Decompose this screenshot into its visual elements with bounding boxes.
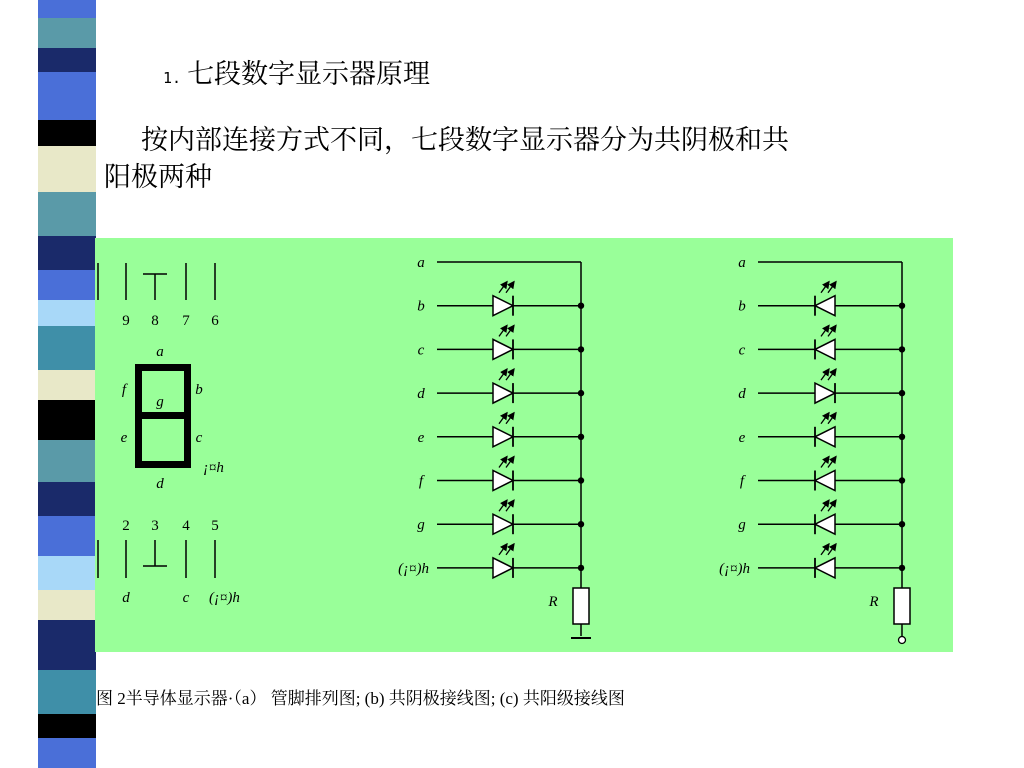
cc-light-arrow xyxy=(499,457,507,468)
ca-light-arrow xyxy=(821,282,829,293)
ca-light-arrow xyxy=(821,457,829,468)
cc-led xyxy=(493,427,513,447)
cc-led xyxy=(493,471,513,491)
strip-band xyxy=(38,326,96,370)
cc-light-arrow xyxy=(506,282,514,293)
ca-row-label: a xyxy=(738,255,746,271)
slide-body xyxy=(104,122,984,196)
cc-row-label: (¡¤)h xyxy=(398,560,429,577)
figure-caption: 图 2半导体显示器·（a） 管脚排列图; (b) 共阴极接线图; (c) 共阳级接线图 xyxy=(96,689,625,708)
bottom-d-label: d xyxy=(122,590,130,606)
decorative-strip xyxy=(38,0,96,768)
seven-segment-glyph xyxy=(135,364,191,468)
cc-row-label: a xyxy=(417,255,425,271)
strip-band xyxy=(38,556,96,590)
body-line-2: 阳极两种 xyxy=(104,162,212,193)
cc-light-arrow xyxy=(506,500,514,511)
strip-band xyxy=(38,300,96,326)
segment-d-label: d xyxy=(156,476,164,492)
ca-row-label: c xyxy=(738,342,746,359)
cc-light-arrow xyxy=(506,325,514,336)
pin-4-label: 4 xyxy=(182,518,190,534)
cc-light-arrow xyxy=(499,500,507,511)
ca-light-arrow xyxy=(821,325,829,336)
ca-light-arrow xyxy=(821,413,829,424)
title-number: 1. xyxy=(163,69,182,87)
strip-band xyxy=(38,670,96,714)
ca-led xyxy=(815,427,835,447)
cc-led xyxy=(493,514,513,534)
cc-light-arrow xyxy=(499,413,507,424)
segment-b-label: b xyxy=(195,382,203,398)
ca-led xyxy=(815,558,835,578)
ca-row-label: f xyxy=(739,473,745,490)
cc-light-arrow xyxy=(499,282,507,293)
strip-band xyxy=(38,18,96,48)
cc-light-arrow xyxy=(506,413,514,424)
cc-led xyxy=(493,383,513,403)
ca-row-label: e xyxy=(738,429,746,446)
ca-light-arrow xyxy=(828,369,836,380)
ca-light-arrow xyxy=(828,282,836,293)
circuit-diagram xyxy=(95,238,953,652)
cc-led xyxy=(493,296,513,316)
strip-band xyxy=(38,516,96,556)
ca-led xyxy=(815,471,835,491)
ca-row-label: (¡¤)h xyxy=(719,560,750,577)
strip-band xyxy=(38,146,96,192)
strip-band xyxy=(38,620,96,670)
ca-resistor-label: R xyxy=(869,594,879,610)
bottom-c-label: c xyxy=(182,590,190,606)
pin-6-label: 6 xyxy=(211,313,219,329)
bottom-h-label: (¡¤)h xyxy=(209,590,240,606)
strip-band xyxy=(38,192,96,236)
body-line-1: 按内部连接方式不同，七段数字显示器分为共阴极和共 xyxy=(141,125,789,156)
pin-3-label: 3 xyxy=(151,518,159,534)
ca-light-arrow xyxy=(828,457,836,468)
cc-resistor-label: R xyxy=(548,594,558,610)
strip-band xyxy=(38,440,96,482)
cc-led xyxy=(493,558,513,578)
segment-g-label: g xyxy=(156,394,164,410)
ca-row-label: g xyxy=(738,517,746,534)
pin-2-label: 2 xyxy=(122,518,130,534)
segment-a-label: a xyxy=(156,344,164,360)
common-anode-circuit xyxy=(719,255,910,644)
ca-terminal xyxy=(899,637,906,644)
cc-row-label: g xyxy=(417,517,425,534)
cc-led xyxy=(493,339,513,359)
cc-light-arrow xyxy=(499,544,507,555)
common-cathode-circuit xyxy=(398,255,591,638)
strip-band xyxy=(38,48,96,72)
pin-7-label: 7 xyxy=(182,313,190,329)
ca-light-arrow xyxy=(821,500,829,511)
cc-light-arrow xyxy=(499,325,507,336)
title-text: 七段数字显示器原理 xyxy=(187,59,431,90)
slide-title xyxy=(163,52,430,91)
ca-row-label: d xyxy=(738,386,746,403)
cc-row-label: e xyxy=(417,429,425,446)
ca-led xyxy=(815,383,835,403)
ca-resistor xyxy=(894,588,910,624)
strip-band xyxy=(38,400,96,440)
ca-light-arrow xyxy=(828,500,836,511)
segment-f-label: f xyxy=(121,382,127,398)
segment-h-label: ¡¤h xyxy=(203,460,224,476)
strip-band xyxy=(38,590,96,620)
cc-light-arrow xyxy=(499,369,507,380)
strip-band xyxy=(38,482,96,516)
cc-row-label: b xyxy=(417,298,425,315)
strip-band xyxy=(38,714,96,738)
ca-light-arrow xyxy=(828,413,836,424)
strip-band xyxy=(38,270,96,300)
ca-light-arrow xyxy=(821,369,829,380)
cc-light-arrow xyxy=(506,457,514,468)
cc-resistor xyxy=(573,588,589,624)
pin-9-label: 9 xyxy=(122,313,130,329)
segment-e-label: e xyxy=(120,430,128,446)
strip-band xyxy=(38,120,96,146)
pin-8-label: 8 xyxy=(151,313,159,329)
ca-row-label: b xyxy=(738,298,746,315)
cc-row-label: d xyxy=(417,386,425,403)
segment-c-label: c xyxy=(195,430,203,446)
cc-row-label: f xyxy=(418,473,424,490)
strip-band xyxy=(38,370,96,400)
ca-led xyxy=(815,514,835,534)
figure-panel xyxy=(95,238,953,652)
strip-band xyxy=(38,0,96,18)
ca-light-arrow xyxy=(821,544,829,555)
strip-band xyxy=(38,72,96,120)
ca-light-arrow xyxy=(828,544,836,555)
ca-light-arrow xyxy=(828,325,836,336)
ca-led xyxy=(815,296,835,316)
strip-band xyxy=(38,738,96,768)
cc-light-arrow xyxy=(506,369,514,380)
ca-led xyxy=(815,339,835,359)
cc-light-arrow xyxy=(506,544,514,555)
pin-5-label: 5 xyxy=(211,518,219,534)
cc-row-label: c xyxy=(417,342,425,359)
strip-band xyxy=(38,236,96,270)
